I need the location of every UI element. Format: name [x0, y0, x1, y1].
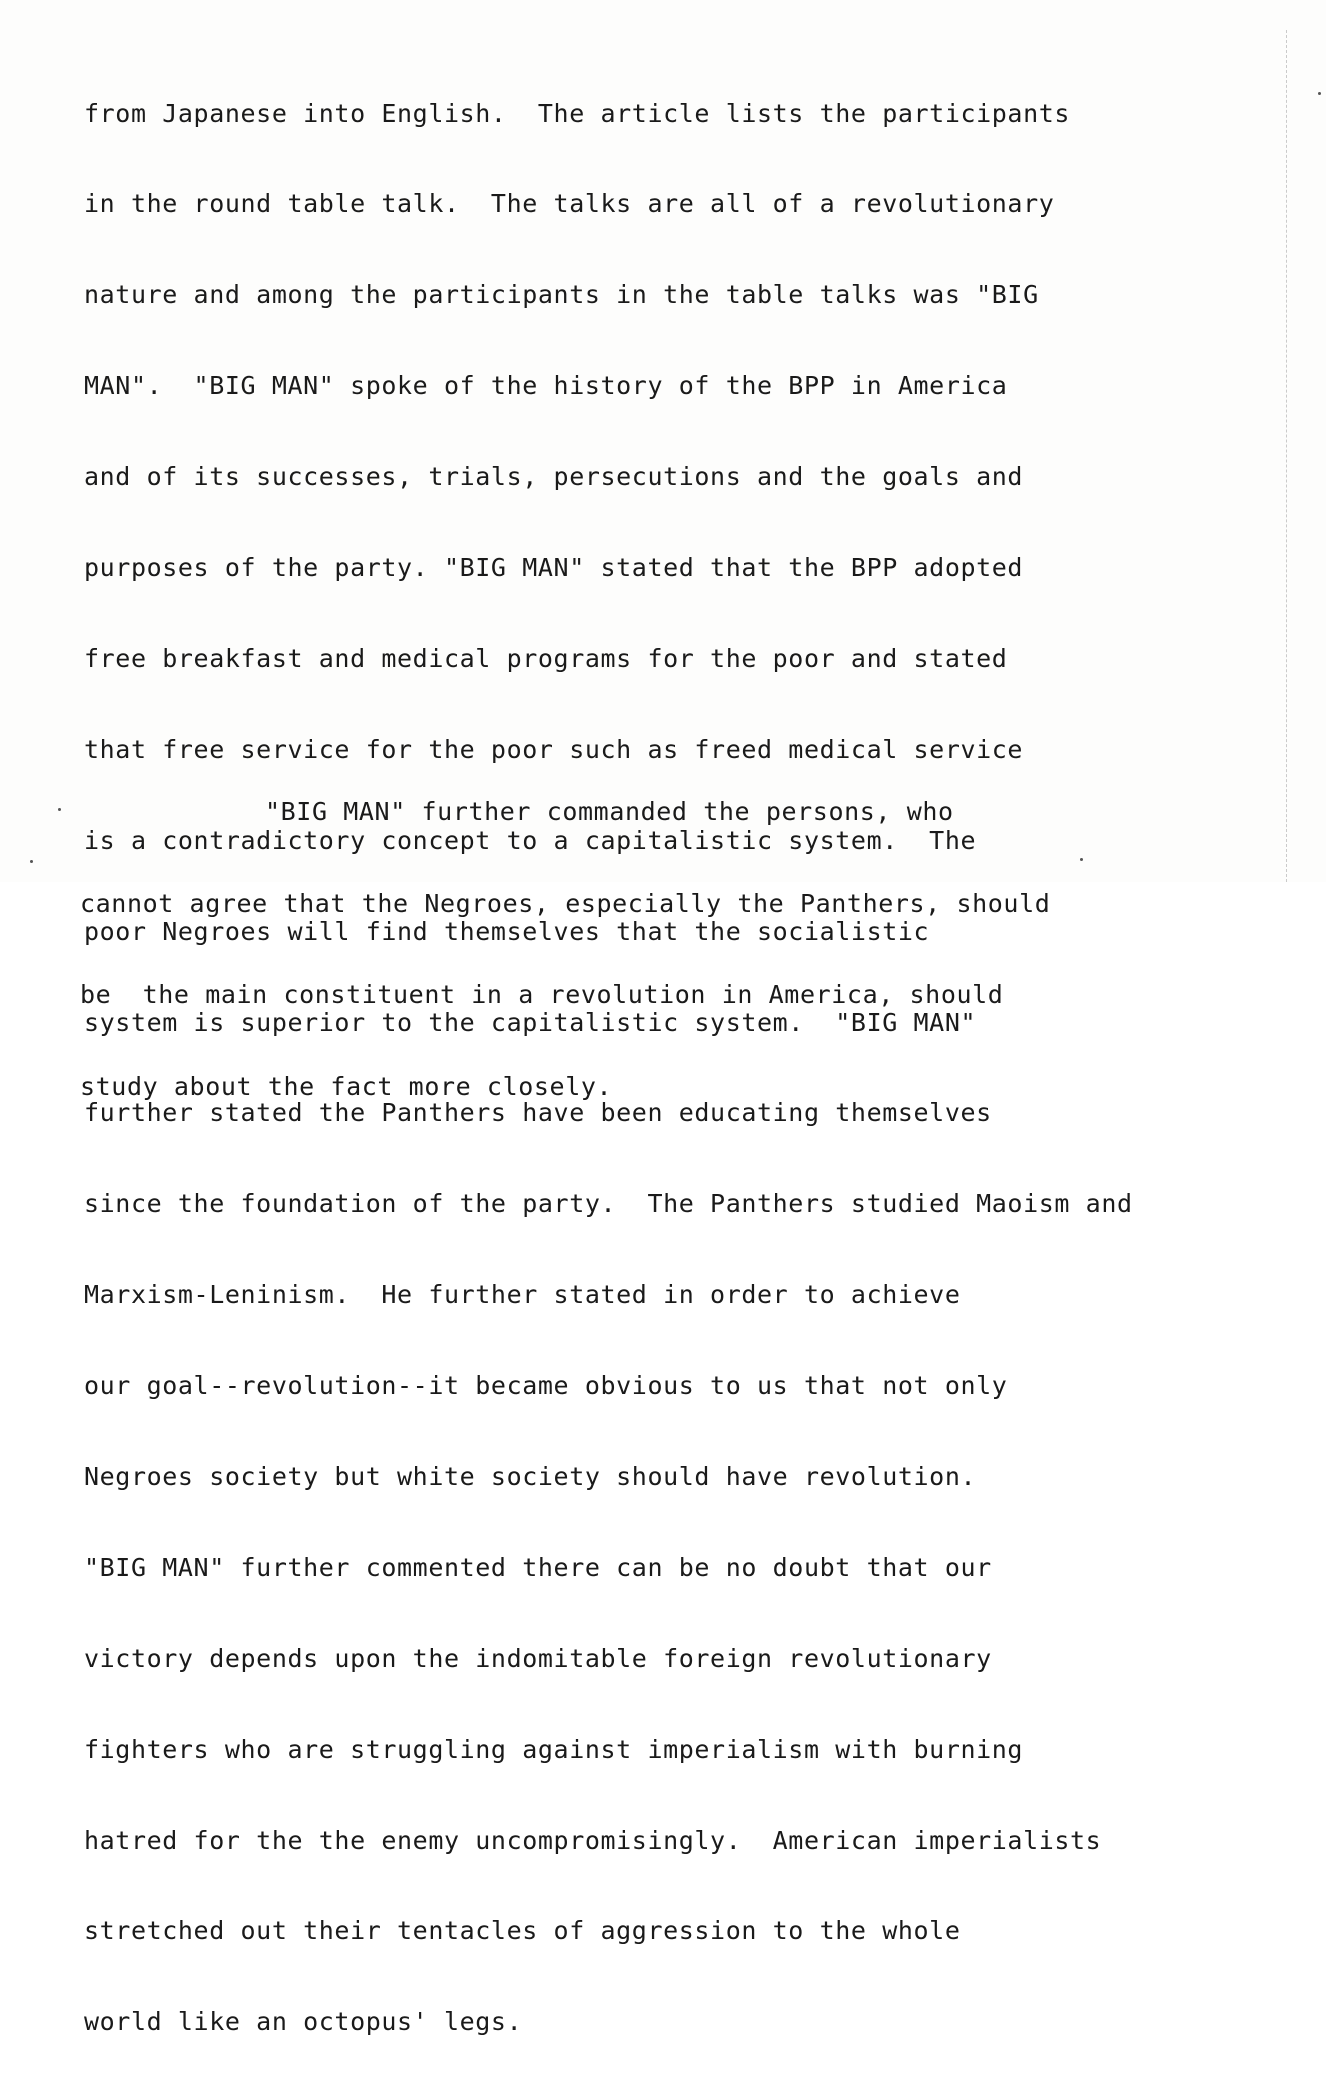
text-line: since the foundation of the party. The Panthers studied Maoism and — [84, 1189, 1133, 1219]
text-line: and of its successes, trials, persecutions and the goals and — [84, 462, 1024, 492]
text-line: world like an octopus' legs. — [84, 2007, 523, 2037]
text-line: MAN". "BIG MAN" spoke of the history of the BPP in America — [84, 371, 1008, 401]
text-line: victory depends upon the indomitable foreign revolutionary — [84, 1643, 992, 1673]
text-line: from Japanese into English. The article lists the participants — [84, 98, 1071, 128]
text-line: study about the fact more closely. — [80, 1071, 613, 1101]
text-line: "BIG MAN" further commanded the persons, who — [265, 797, 954, 826]
text-line: hatred for the the enemy uncompromisingly. American imperialists — [84, 1825, 1102, 1855]
text-line: fighters who are struggling against imperialism with burning — [84, 1734, 1024, 1764]
text-line: further stated the Panthers have been educating themselves — [84, 1098, 992, 1128]
scan-speck — [58, 808, 61, 811]
text-line: that free service for the poor such as freed medical service — [84, 734, 1024, 764]
text-line: purposes of the party. "BIG MAN" stated that the BPP adopted — [84, 553, 1024, 583]
text-line: be the main constituent in a revolution in America, should — [80, 980, 1004, 1009]
text-line: is a contradictory concept to a capitalistic system. The — [84, 825, 977, 855]
text-line: stretched out their tentacles of aggression to the whole — [84, 1916, 961, 1946]
text-line: poor Negroes will find themselves that the socialistic — [84, 916, 930, 946]
text-line: system is superior to the capitalistic system. "BIG MAN" — [84, 1007, 977, 1037]
text-line: Negroes society but white society should have revolution. — [84, 1461, 977, 1491]
scan-speck — [1318, 92, 1321, 95]
text-line: nature and among the participants in the table talks was "BIG — [84, 280, 1039, 310]
paragraph-2 — [80, 736, 1050, 1163]
text-line: in the round table talk. The talks are all of a revolutionary — [84, 189, 1055, 219]
text-line: "BIG MAN" further commented there can be no doubt that our — [84, 1552, 992, 1582]
scan-speck — [30, 860, 33, 863]
margin-mark — [1286, 30, 1287, 882]
text-line: Marxism-Leninism. He further stated in order to achieve — [84, 1280, 961, 1310]
text-line: cannot agree that the Negroes, especially the Panthers, should — [80, 888, 1051, 918]
scan-speck — [1080, 858, 1083, 861]
text-line: free breakfast and medical programs for the poor and stated — [84, 643, 1008, 673]
text-line: our goal--revolution--it became obvious to us that not only — [84, 1371, 1008, 1401]
